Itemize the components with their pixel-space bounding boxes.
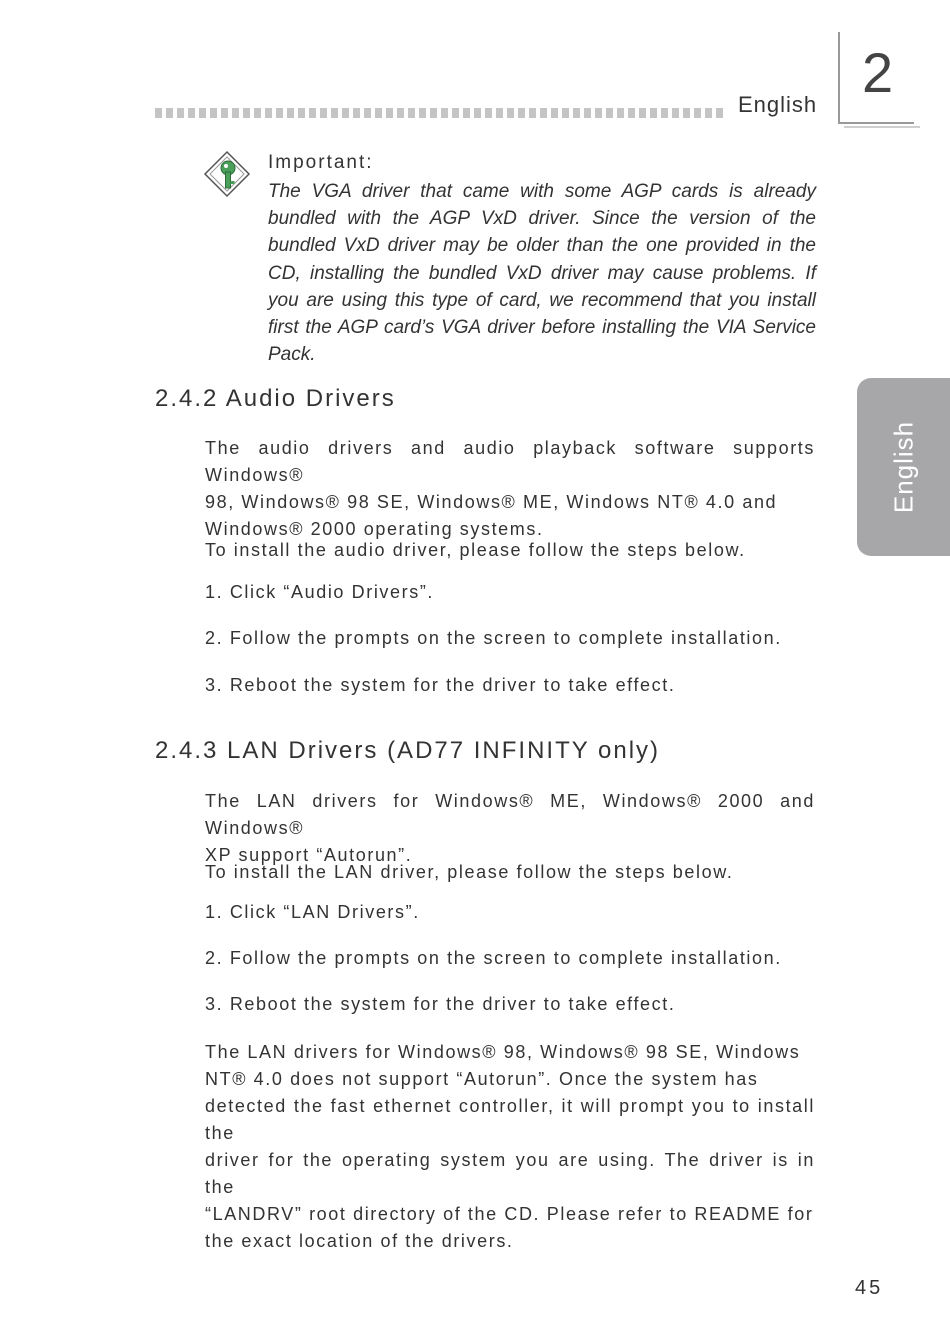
header-dotted-rule bbox=[155, 108, 725, 118]
lan-install-intro: To install the LAN driver, please follow the steps below. bbox=[205, 862, 734, 882]
chapter-number-box bbox=[838, 32, 914, 124]
lan-note-line: NT® 4.0 does not support “Autorun”. Once the system has bbox=[205, 1069, 759, 1089]
lan-note-paragraph bbox=[205, 1039, 815, 1255]
lan-step-2: 2. Follow the prompts on the screen to complete installation. bbox=[205, 948, 782, 968]
audio-step-3: 3. Reboot the system for the driver to take effect. bbox=[205, 675, 676, 695]
audio-step-1: 1. Click “Audio Drivers”. bbox=[205, 582, 435, 602]
lan-step-3: 3. Reboot the system for the driver to take effect. bbox=[205, 994, 676, 1014]
audio-section-title: 2.4.2 Audio Drivers bbox=[155, 385, 396, 412]
lan-note-line: “LANDRV” root directory of the CD. Please refer to README for bbox=[205, 1204, 814, 1224]
side-tab-label: English bbox=[888, 420, 918, 514]
lan-note-line: detected the fast ethernet controller, it will prompt you to install the bbox=[205, 1096, 815, 1143]
important-note-icon bbox=[203, 150, 251, 198]
audio-step-2: 2. Follow the prompts on the screen to complete installation. bbox=[205, 628, 782, 648]
lan-step-1: 1. Click “LAN Drivers”. bbox=[205, 902, 420, 922]
audio-install-intro: To install the audio driver, please follow the steps below. bbox=[205, 540, 746, 560]
lan-note-line: The LAN drivers for Windows® 98, Windows® 98 SE, Windows bbox=[205, 1042, 801, 1062]
audio-intro-line: Windows® 2000 operating systems. bbox=[205, 519, 544, 539]
lan-note-line: driver for the operating system you are using. The driver is in the bbox=[205, 1150, 815, 1197]
audio-intro-line: 98, Windows® 98 SE, Windows® ME, Windows NT® 4.0 and bbox=[205, 492, 778, 512]
audio-intro-paragraph bbox=[205, 435, 815, 543]
important-note-title: Important: bbox=[268, 152, 374, 173]
header-language-label: English bbox=[738, 92, 818, 117]
important-note-body: The VGA driver that came with some AGP cards is already bundled with the AGP VxD driver. Since the version of the bundled VxD driver may be older than the one provided in the CD, installing the bundled VxD driver may cause problems. If you are using this type of card, we recommend that you install first the AGP card’s VGA driver before installing the VIA Service Pack. bbox=[268, 181, 816, 366]
language-side-tab bbox=[857, 378, 950, 556]
lan-section-title: 2.4.3 LAN Drivers (AD77 INFINITY only) bbox=[155, 737, 661, 764]
chapter-number: 2 bbox=[862, 41, 894, 104]
audio-intro-line: The audio drivers and audio playback software supports Windows® bbox=[205, 438, 815, 485]
lan-note-line: the exact location of the drivers. bbox=[205, 1231, 514, 1251]
page-number: 45 bbox=[855, 1277, 884, 1299]
lan-intro-line: The LAN drivers for Windows® ME, Windows® 2000 and Windows® bbox=[205, 791, 815, 838]
lan-intro-line: XP support “Autorun”. bbox=[205, 845, 413, 865]
lan-intro-paragraph bbox=[205, 788, 815, 869]
